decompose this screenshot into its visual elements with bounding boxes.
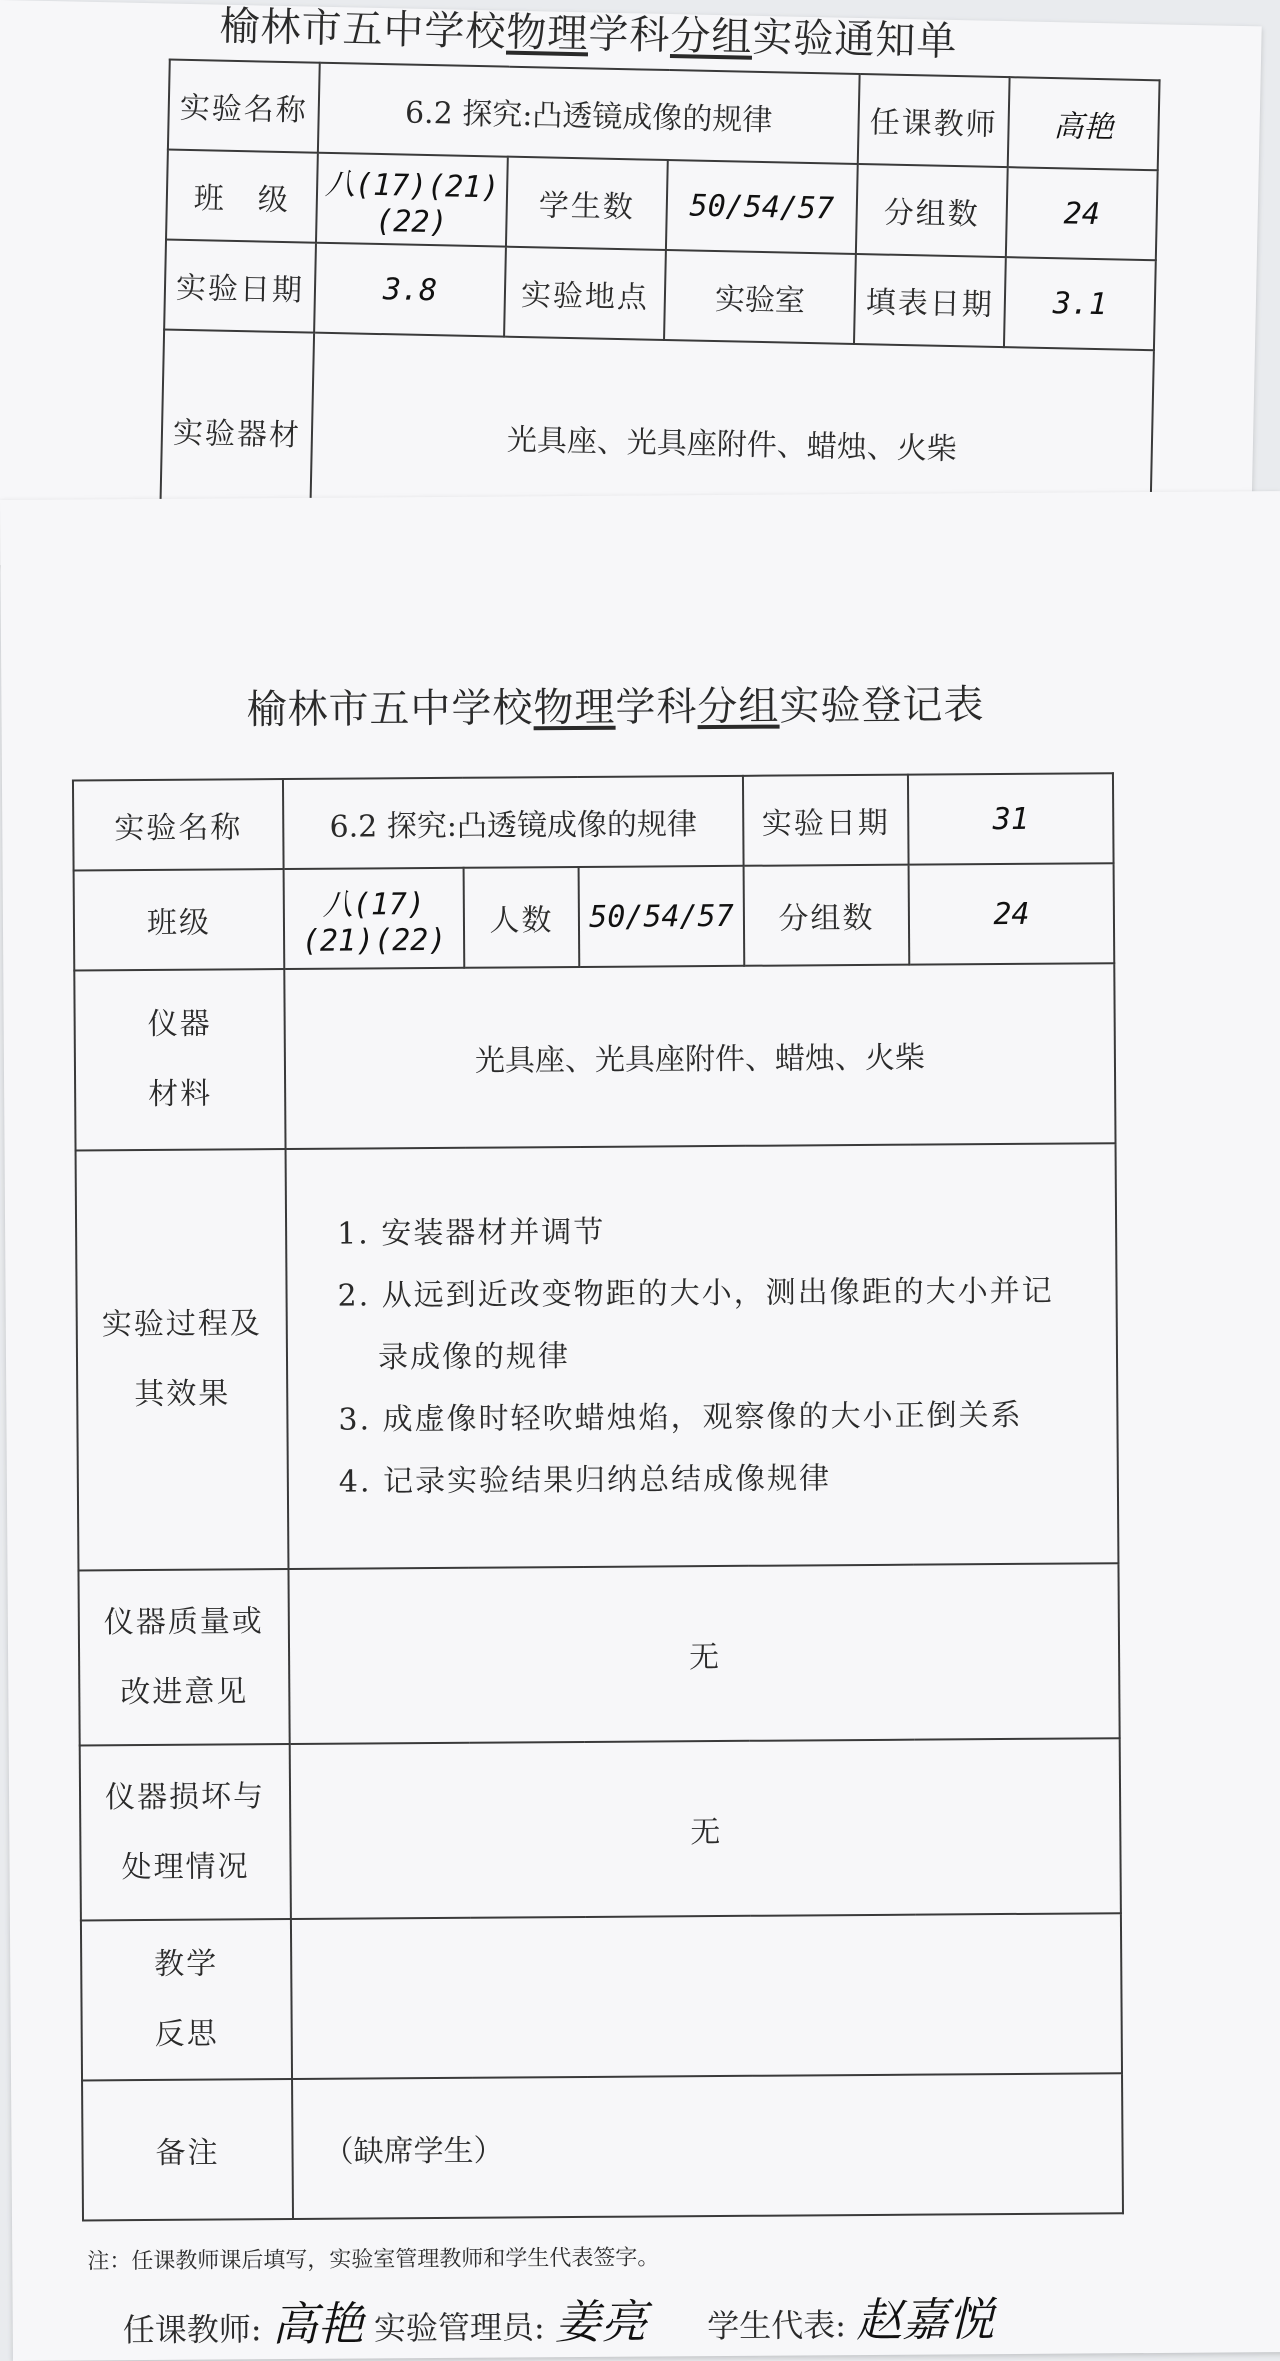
process-step: 3. 成虚像时轻吹蜡烛焰，观察像的大小正倒关系 bbox=[338, 1397, 1023, 1438]
register-label-groups: 分组数 bbox=[744, 865, 910, 966]
register-value-damage: 无 bbox=[290, 1738, 1121, 1919]
register-label-damage-line2: 处理情况 bbox=[121, 1848, 250, 1885]
process-step: 4. 记录实验结果归纳总结成像规律 bbox=[338, 1461, 832, 1500]
register-label-process-line2: 其效果 bbox=[134, 1376, 231, 1413]
register-title-part: 学科 bbox=[615, 684, 698, 731]
register-label-date: 实验日期 bbox=[743, 775, 909, 866]
notice-value-experiment-name: 6.2 探究:凸透镜成像的规律 bbox=[318, 63, 860, 164]
notice-value-location: 实验室 bbox=[664, 250, 856, 344]
register-label-instruments bbox=[74, 969, 285, 1150]
register-value-people: 50/54/57 bbox=[579, 866, 745, 967]
notice-value-date: 3.8 bbox=[314, 243, 506, 337]
register-process-steps bbox=[286, 1143, 1119, 1569]
register-label-reflection-line2: 反思 bbox=[154, 2016, 219, 2052]
register-value-instruments: 光具座、光具座附件、蜡烛、火柴 bbox=[284, 963, 1115, 1149]
notice-title-part: 物理 bbox=[505, 9, 589, 58]
notice-value-students: 50/54/57 bbox=[666, 160, 858, 254]
register-value-quality: 无 bbox=[288, 1563, 1119, 1744]
register-label-reflection-line1: 教学 bbox=[154, 1946, 219, 1982]
register-title-part: 分组 bbox=[697, 683, 780, 731]
admin-signature: 姜亮 bbox=[554, 2294, 648, 2350]
register-title bbox=[246, 673, 984, 735]
notice-value-teacher: 高艳 bbox=[1008, 77, 1160, 170]
notice-label-date: 实验日期 bbox=[164, 240, 316, 333]
notice-label-location: 实验地点 bbox=[504, 247, 666, 340]
notice-value-equipment: 光具座、光具座附件、蜡烛、火柴 bbox=[310, 333, 1154, 551]
register-value-class: 八(17)(21)(22) bbox=[284, 868, 465, 969]
notice-label-teacher: 任课教师 bbox=[858, 74, 1010, 167]
register-title-part: 实验登记表 bbox=[779, 682, 985, 730]
register-label-instruments-line1: 仪器 bbox=[147, 1006, 212, 1042]
notice-value-fill-date: 3.1 bbox=[1004, 257, 1156, 350]
register-label-damage bbox=[80, 1744, 291, 1920]
register-label-damage-line1: 仪器损坏与 bbox=[104, 1778, 266, 1815]
register-label-reflection bbox=[81, 1919, 292, 2080]
teacher-signature: 高艳 bbox=[271, 2296, 364, 2352]
notice-title-part: 分组 bbox=[669, 13, 753, 61]
register-value-date: 31 bbox=[908, 773, 1114, 864]
notice-value-class: 八(17)(21)(22) bbox=[316, 153, 508, 247]
register-title-part: 榆林市五中学校 bbox=[246, 685, 534, 734]
register-table bbox=[72, 772, 1124, 2221]
notice-label-experiment-name: 实验名称 bbox=[168, 60, 320, 153]
register-label-people: 人数 bbox=[464, 867, 580, 968]
register-label-instruments-line2: 材料 bbox=[148, 1076, 213, 1112]
register-label-quality-line1: 仪器质量或 bbox=[103, 1603, 264, 1640]
register-note: 注：任课教师课后填写，实验室管理教师和学生代表签字。 bbox=[87, 2245, 660, 2275]
register-label-quality bbox=[78, 1569, 289, 1745]
register-value-reflection bbox=[291, 1913, 1122, 2079]
notice-label-fill-date: 填表日期 bbox=[854, 254, 1006, 347]
notice-label-class: 班 级 bbox=[166, 150, 318, 243]
signature-line bbox=[122, 2283, 994, 2355]
register-value-experiment-name: 6.2 探究:凸透镜成像的规律 bbox=[283, 776, 744, 869]
register-label-experiment-name: 实验名称 bbox=[73, 779, 284, 870]
rep-signature: 赵嘉悦 bbox=[855, 2292, 995, 2348]
notice-title-part: 榆林市五中学校 bbox=[219, 3, 507, 56]
process-step: 录成像的规律 bbox=[377, 1339, 571, 1376]
process-step: 1. 安装器材并调节 bbox=[337, 1214, 606, 1252]
register-sheet bbox=[0, 491, 1280, 2361]
notice-label-groups: 分组数 bbox=[856, 164, 1008, 257]
register-value-remarks: （缺席学生） bbox=[292, 2073, 1123, 2219]
notice-title-part: 实验通知单 bbox=[751, 14, 958, 66]
register-label-class: 班级 bbox=[74, 869, 285, 970]
notice-value-groups: 24 bbox=[1006, 167, 1158, 260]
register-label-quality-line2: 改进意见 bbox=[120, 1673, 249, 1710]
register-label-remarks: 备注 bbox=[82, 2079, 293, 2220]
notice-label-equipment: 实验器材 bbox=[160, 330, 314, 533]
notice-title bbox=[219, 0, 958, 67]
register-value-groups: 24 bbox=[909, 863, 1115, 964]
register-label-process-line1: 实验过程及 bbox=[101, 1306, 262, 1343]
notice-table bbox=[159, 59, 1161, 552]
teacher-signature-label: 任课教师: bbox=[122, 2310, 262, 2350]
process-step: 2. 从远到近改变物距的大小，测出像距的大小并记 bbox=[337, 1273, 1054, 1314]
admin-signature-label: 实验管理员: bbox=[373, 2308, 545, 2348]
notice-title-part: 学科 bbox=[587, 11, 671, 60]
register-label-process bbox=[76, 1149, 289, 1570]
rep-signature-label: 学生代表: bbox=[707, 2306, 847, 2346]
notice-label-students: 学生数 bbox=[506, 157, 668, 250]
register-title-part: 物理 bbox=[533, 684, 616, 732]
